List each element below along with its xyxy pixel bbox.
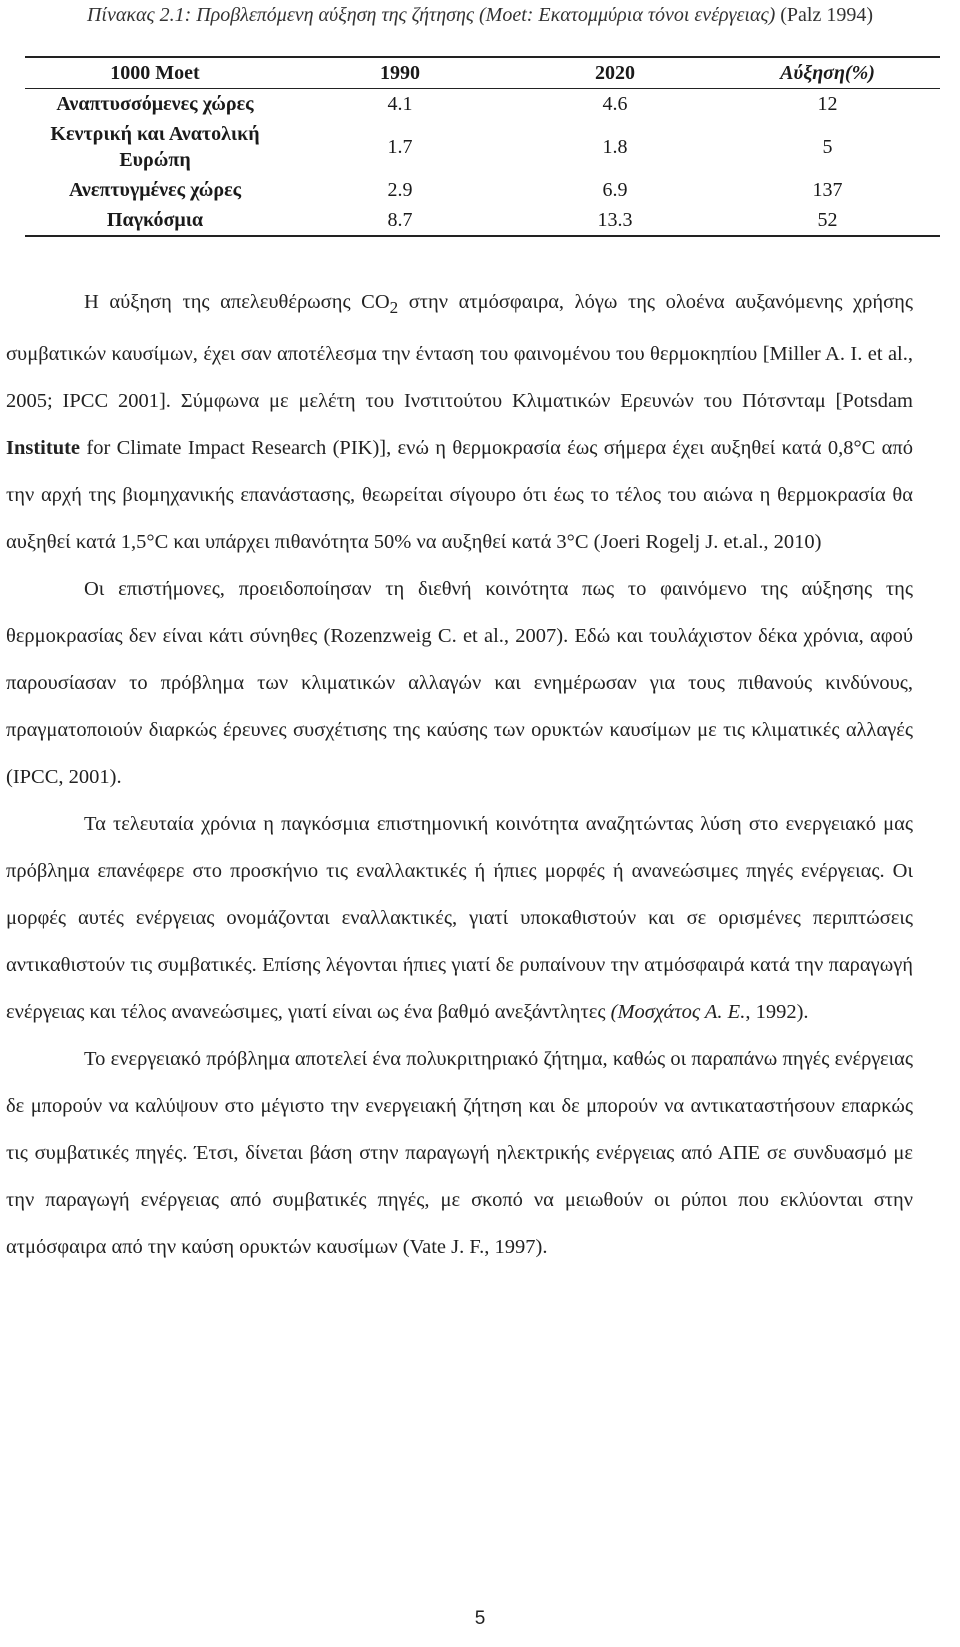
caption-source: (Palz 1994) (780, 4, 874, 26)
table-header-row (25, 57, 940, 89)
cell-1990: 8.7 (285, 205, 515, 236)
co2-subscript: 2 (389, 298, 399, 318)
cell-increase: 137 (812, 179, 843, 201)
table-caption (0, 2, 960, 28)
header-increase: Αύξηση(%) (715, 57, 940, 89)
table-row (25, 175, 940, 205)
cell-2020: 4.6 (602, 93, 628, 115)
paragraph-3-text-b: , 1992). (745, 1001, 809, 1024)
body-text (6, 279, 913, 1271)
table-row (25, 205, 940, 236)
cell-2020: 13.3 (515, 205, 715, 236)
cell-1990: 1.7 (387, 136, 413, 158)
paragraph-3 (6, 801, 913, 1036)
cell-increase: 52 (715, 205, 940, 236)
paragraph-1 (6, 279, 913, 566)
row-label: Παγκόσμια (25, 205, 285, 236)
paragraph-1-text-a: Η αύξηση της απελευθέρωσης CO (84, 291, 390, 313)
paragraph-1-text-b: στην ατμόσφαιρα, λόγω της ολοένα αυξανόμενης χρήσης συμβατικών καυσίμων, έχει σαν αποτέλεσμα την ένταση του φαινομένου του θερμοκηπίου [Miller A. I. et al., 2005; IPCC 2001]. Σύμφωνα με μελέτη του Ινστιτούτου Κλιματικών Ερευνών του Πότσνταμ [Potsdam (6, 291, 913, 413)
row-label: Κεντρική και Ανατολική Ευρώπη (50, 123, 260, 171)
cell-increase: 5 (822, 136, 833, 158)
cell-1990: 4.1 (387, 93, 413, 115)
paragraph-3-citation: (Μοσχάτος Α. Ε. (610, 1001, 746, 1024)
header-2020: 2020 (515, 57, 715, 89)
header-1990: 1990 (285, 57, 515, 89)
cell-1990: 2.9 (387, 179, 413, 201)
table-row (25, 89, 940, 120)
table-row (25, 119, 940, 175)
page-number: 5 (474, 1608, 486, 1629)
caption-title: Πίνακας 2.1: Προβλεπόμενη αύξηση της ζήτησης (Moet: Εκατομμύρια τόνοι ενέργειας) (86, 4, 776, 26)
energy-demand-table (25, 56, 940, 237)
paragraph-3-text-a: Τα τελευταία χρόνια η παγκόσμια επιστημονική κοινότητα αναζητώντας λύση στο ενεργειακό μας πρόβλημα επανέφερε στο προσκήνιο τις εναλλακτικές ή ήπιες μορφές ή ανανεώσιμες πηγές ενέργειας. Οι μορφές αυτές ενέργειας ονομάζονται εναλλακτικές, γιατί υποκαθιστούν και σε ορισμένες περιπτώσεις αντικαθιστούν τις συμβατικές. Επίσης λέγονται ήπιες γιατί δε ρυπαίνουν την ατμόσφαιρά κατά την παραγωγή ενέργειας και τέλος ανανεώσιμες, γιατί είναι ως ένα βαθμό ανεξάντλητες (6, 813, 913, 1024)
paragraph-1-text-c: for Climate Impact Research (PIK)], ενώ η θερμοκρασία έως σήμερα έχει αυξηθεί κατά 0,8°C από την αρχή της βιομηχανικής επανάστασης, θεωρείται σίγουρο ότι έως το τέλος του αιώνα η θερμοκρασία θα αυξηθεί κατά 1,5°C και υπάρχει πιθανότητα 50% να αυξηθεί κατά 3°C (Joeri Rogelj J. et.al., 2010) (6, 437, 913, 554)
paragraph-1-bold-word: Institute (6, 437, 81, 460)
row-label: Αναπτυσσόμενες χώρες (56, 93, 254, 115)
row-label: Ανεπτυγμένες χώρες (68, 179, 242, 201)
paragraph-4: Το ενεργειακό πρόβλημα αποτελεί ένα πολυκριτηριακό ζήτημα, καθώς οι παραπάνω πηγές ενέργειας δε μπορούν να καλύψουν στο μέγιστο την ενεργειακή ζήτηση και δε μπορούν να αντικαταστήσουν επαρκώς τις συμβατικές πηγές. Έτσι, δίνεται βάση στην παραγωγή ηλεκτρικής ενέργειας από ΑΠΕ σε συνδυασμό με την παραγωγή ενέργειας από συμβατικές πηγές, με σκοπό να μειωθούν οι ρύποι που εκλύονται στην ατμόσφαιρα από την καύση ορυκτών καυσίμων (Vate J. F., 1997). (6, 1048, 913, 1259)
cell-increase: 12 (817, 93, 838, 115)
cell-2020: 6.9 (602, 179, 628, 201)
paragraph-2: Οι επιστήμονες, προειδοποίησαν τη διεθνή κοινότητα πως το φαινόμενο της αύξησης της θερμοκρασίας δεν είναι κάτι σύνηθες (Rozenzweig C. et al., 2007). Εδώ και τουλάχιστον δέκα χρόνια, αφού παρουσίασαν το πρόβλημα των κλιματικών αλλαγών και ενημέρωσαν για τους πιθανούς κινδύνους, πραγματοποιούν διαρκώς έρευνες συσχέτισης της καύσης των ορυκτών καυσίμων με τις κλιματικές αλλαγές (IPCC, 2001). (6, 578, 913, 789)
cell-2020: 1.8 (602, 136, 628, 158)
header-unit: 1000 Moet (25, 57, 285, 89)
